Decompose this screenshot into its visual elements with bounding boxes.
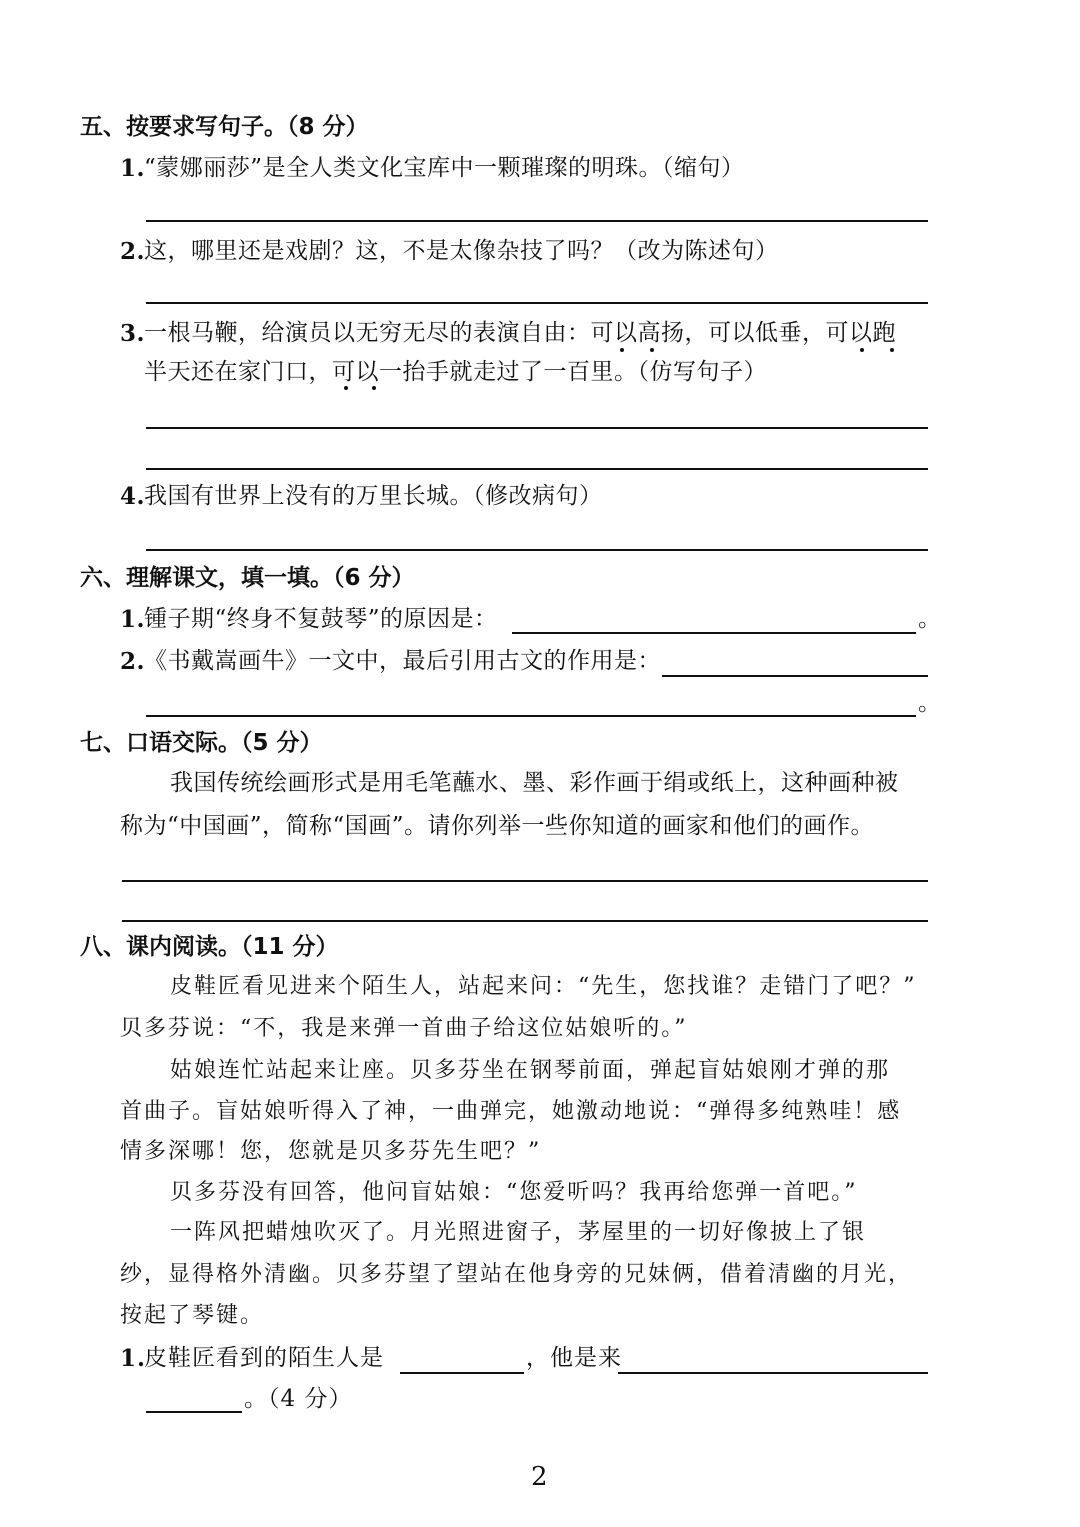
s5-q3-number: 3. xyxy=(120,320,146,347)
emphasis-dot xyxy=(344,386,348,390)
s5-q1-number: 1. xyxy=(120,155,146,182)
s6-q1-text: 锺子期“终身不复鼓琴”的原因是： xyxy=(144,606,498,632)
s5-q2-number: 2. xyxy=(120,238,146,265)
s7-answer-line-1[interactable] xyxy=(122,880,928,882)
passage-line: 贝多芬说：“不，我是来弹一首曲子给这位姑娘听的。” xyxy=(120,1016,688,1041)
s6-q2-answer-line-2[interactable] xyxy=(146,715,916,717)
passage-line: 贝多芬没有回答，他问盲姑娘：“您爱听吗？我再给您弹一首吧。” xyxy=(170,1180,858,1205)
s5-q1-answer-line[interactable] xyxy=(146,220,928,222)
s5-q2-text: 这，哪里还是戏剧？这，不是太像杂技了吗？（改为陈述句） xyxy=(144,238,779,264)
s5-q1-text: “蒙娜丽莎”是全人类文化宝库中一颗璀璨的明珠。（缩句） xyxy=(144,155,745,181)
s6-q2-number: 2. xyxy=(120,648,146,675)
section5-title: 五、按要求写句子。（8 分） xyxy=(80,114,369,140)
s6-q2-answer-line-1[interactable] xyxy=(662,675,928,677)
s8-q1-blank-2[interactable] xyxy=(618,1372,928,1374)
emphasis-dot xyxy=(372,386,376,390)
s8-q1-number: 1. xyxy=(120,1345,147,1372)
section8-title: 八、课内阅读。（11 分） xyxy=(80,934,339,960)
s6-q1-answer-line[interactable] xyxy=(512,632,916,634)
s5-q4-text: 我国有世界上没有的万里长城。（修改病句） xyxy=(144,483,603,509)
s8-q1-blank-3[interactable] xyxy=(146,1411,242,1413)
s7-paragraph-line2: 称为“中国画”，简称“国画”。请你列举一些你知道的画家和他们的画作。 xyxy=(120,813,875,839)
page-number: 2 xyxy=(531,1462,548,1492)
passage-line: 皮鞋匠看见进来个陌生人，站起来问：“先生，您找谁？走错门了吧？” xyxy=(170,974,917,999)
s8-q1-part2: ，他是来 xyxy=(526,1345,622,1371)
s6-q1-end: 。 xyxy=(918,606,942,632)
s5-q3-line1: 一根马鞭，给演员以无穷无尽的表演自由：可以高扬，可以低垂，可以跑 xyxy=(144,320,896,346)
s5-q3-answer-line-2[interactable] xyxy=(146,468,928,470)
s7-answer-line-2[interactable] xyxy=(122,920,928,922)
section6-title: 六、理解课文，填一填。（6 分） xyxy=(80,565,415,591)
passage-line: 首曲子。盲姑娘听得入了神，一曲弹完，她激动地说：“弹得多纯熟哇！感 xyxy=(120,1099,902,1124)
s8-q1-end: 。（4 分） xyxy=(244,1386,353,1412)
s6-q1-number: 1. xyxy=(120,606,146,633)
passage-line: 纱，显得格外清幽。贝多芬望了望站在他身旁的兄妹俩，借着清幽的月光， xyxy=(120,1262,913,1287)
passage-line: 情多深哪！您，您就是贝多芬先生吧？” xyxy=(120,1139,542,1164)
section7-title: 七、口语交际。（5 分） xyxy=(80,730,323,756)
s5-q4-answer-line[interactable] xyxy=(146,549,928,551)
s7-paragraph-line1: 我国传统绘画形式是用毛笔蘸水、墨、彩作画于绢或纸上，这种画种被 xyxy=(170,770,899,796)
passage-line: 按起了琴键。 xyxy=(120,1303,265,1328)
passage-line: 姑娘连忙站起来让座。贝多芬坐在钢琴前面，弹起盲姑娘刚才弹的那 xyxy=(170,1058,891,1083)
s6-q2-text: 《书戴嵩画牛》一文中，最后引用古文的作用是： xyxy=(144,648,661,674)
s5-q3-line2: 半天还在家门口，可以一抬手就走过了一百里。（仿写句子） xyxy=(144,359,767,385)
emphasis-dot xyxy=(890,348,894,352)
s8-q1-part1: 皮鞋匠看到的陌生人是 xyxy=(144,1345,384,1371)
emphasis-dot xyxy=(620,348,624,352)
s5-q3-answer-line-1[interactable] xyxy=(146,427,928,429)
s6-q2-end: 。 xyxy=(918,690,942,716)
passage-line: 一阵风把蜡烛吹灭了。月光照进窗子，茅屋里的一切好像披上了银 xyxy=(170,1220,867,1245)
emphasis-dot xyxy=(650,348,654,352)
s8-q1-blank-1[interactable] xyxy=(400,1372,524,1374)
s5-q4-number: 4. xyxy=(120,483,146,510)
s5-q2-answer-line[interactable] xyxy=(146,302,928,304)
emphasis-dot xyxy=(860,348,864,352)
